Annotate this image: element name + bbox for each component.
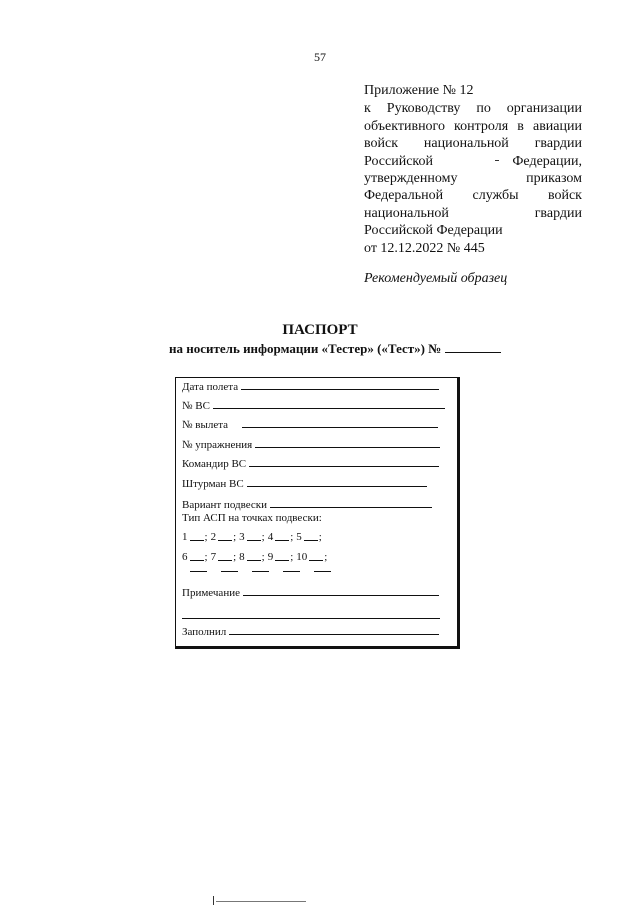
appendix-word: утвержденному: [364, 171, 458, 187]
suspension-variant-label: Вариант подвески: [182, 499, 267, 511]
note-field: [182, 587, 439, 599]
appendix-word: авиации: [532, 118, 582, 134]
suspension-variant-field: [182, 499, 432, 511]
hardpoint-entry: [268, 531, 297, 543]
aircraft-number-label: № ВС: [182, 400, 210, 412]
form-shadow-right: [458, 377, 460, 649]
extra-hardpoints-row: [190, 571, 345, 572]
appendix-word: организации: [506, 101, 582, 117]
hardpoint-number: 5: [296, 531, 302, 543]
hardpoint-entry: [296, 551, 330, 563]
hardpoint-separator: ;: [204, 551, 208, 563]
hardpoints-row-2: [182, 551, 330, 563]
appendix-word: гвардии: [534, 205, 582, 221]
extra-hardpoint-blank: [252, 571, 269, 572]
note-line: [243, 594, 439, 596]
appendix-line-end1: Российской Федерации: [364, 223, 503, 239]
appendix-body: [364, 100, 582, 222]
aircraft-number-field: [182, 400, 445, 412]
note-label: Примечание: [182, 587, 240, 599]
navigator-label: Штурман ВС: [182, 478, 244, 490]
hardpoint-separator: ;: [290, 531, 294, 543]
hardpoint-blank: [218, 540, 232, 541]
hardpoint-separator: ;: [233, 551, 237, 563]
flight-date-line: [241, 388, 439, 390]
hardpoint-entry: [268, 551, 297, 563]
appendix-word: контроля: [454, 118, 509, 134]
hardpoint-number: 6: [182, 551, 188, 563]
extra-hardpoint-blank: [314, 571, 331, 572]
hardpoint-separator: ;: [324, 551, 328, 563]
hardpoint-separator: ;: [233, 531, 237, 543]
appendix-line: [364, 205, 582, 222]
appendix-line: [364, 118, 582, 135]
extra-hardpoint-blank: [190, 571, 207, 572]
hardpoint-blank: [190, 560, 204, 561]
appendix-line-end2: от 12.12.2022 № 445: [364, 240, 485, 256]
commander-field: [182, 458, 439, 470]
hardpoint-blank: [247, 540, 261, 541]
hardpoint-number: 7: [210, 551, 217, 563]
asp-type-label: Тип АСП на точках подвески:: [182, 512, 322, 524]
flight-date-field: [182, 381, 439, 393]
appendix-word: приказом: [526, 171, 582, 187]
appendix-word: гвардии: [534, 136, 582, 152]
hardpoint-number: 8: [239, 551, 245, 563]
hardpoint-number: 2: [210, 531, 217, 543]
exercise-number-line: [255, 446, 440, 448]
appendix-line: [364, 187, 582, 204]
appendix-word: Федерации,: [512, 153, 582, 169]
hardpoint-separator: ;: [261, 551, 265, 563]
hardpoint-entry: [211, 531, 240, 543]
hardpoint-number: 3: [239, 531, 245, 543]
appendix-word: в: [517, 118, 524, 134]
commander-label: Командир ВС: [182, 458, 247, 470]
appendix-word: Российской: [364, 153, 433, 169]
hardpoint-blank: [218, 560, 232, 561]
hardpoint-blank: [275, 560, 289, 561]
sortie-number-line: [242, 426, 438, 428]
hardpoint-separator: ;: [261, 531, 265, 543]
hardpoint-separator: ;: [318, 531, 322, 543]
appendix-word: службы: [472, 188, 519, 204]
hardpoint-blank: [190, 540, 204, 541]
hardpoint-number: 10: [296, 551, 308, 563]
hardpoint-entry: [182, 551, 211, 563]
hardpoint-separator: ;: [290, 551, 294, 563]
document-subtitle: [169, 341, 501, 357]
appendix-line: [364, 100, 582, 117]
flight-date-label: Дата полета: [182, 381, 239, 393]
appendix-word: войск: [364, 136, 399, 152]
navigator-line: [247, 485, 427, 487]
appendix-word: объективного: [364, 118, 445, 134]
hardpoint-number: 4: [267, 531, 274, 543]
recommended-sample-label: Рекомендуемый образец: [364, 271, 508, 286]
extra-hardpoint-blank: [283, 571, 300, 572]
filled-by-label: Заполнил: [182, 626, 227, 638]
appendix-word: национальной: [364, 205, 449, 221]
document-subtitle-text: на носитель информации «Тестер» («Тест») №: [169, 341, 442, 356]
exercise-number-label: № упражнения: [182, 439, 253, 451]
document-title: ПАСПОРТ: [282, 322, 358, 338]
hardpoint-number: 9: [267, 551, 274, 563]
sortie-number-label: № вылета: [182, 419, 229, 431]
appendix-line: [364, 135, 582, 152]
hardpoint-blank: [309, 560, 323, 561]
hardpoint-entry: [182, 531, 211, 543]
scan-edge-mark: [213, 896, 214, 905]
exercise-number-field: [182, 439, 440, 451]
page-number: 57: [314, 50, 326, 64]
hardpoint-entry: [239, 551, 268, 563]
commander-line: [249, 465, 439, 467]
hardpoint-blank: [247, 560, 261, 561]
suspension-variant-line: [270, 506, 432, 508]
navigator-field: [182, 478, 427, 490]
hardpoints-row-1: [182, 531, 325, 543]
appendix-word: Федеральной: [364, 188, 444, 204]
passport-form: [175, 377, 458, 647]
appendix-header: [364, 82, 582, 257]
appendix-word: к: [364, 101, 371, 117]
extra-hardpoint-blank: [221, 571, 238, 572]
appendix-word: войск: [547, 188, 582, 204]
form-shadow-bottom: [175, 647, 460, 649]
appendix-word: Руководству: [386, 101, 461, 117]
hardpoint-entry: [211, 551, 240, 563]
appendix-word: национальной: [423, 136, 509, 152]
appendix-word: по: [476, 101, 491, 117]
filled-by-field: [182, 626, 439, 638]
scan-speck: [495, 160, 499, 161]
sortie-number-field: [182, 419, 438, 431]
filled-by-line: [229, 633, 439, 635]
hardpoint-separator: ;: [204, 531, 208, 543]
appendix-title: Приложение № 12: [364, 83, 474, 98]
note-continuation-line: [182, 618, 440, 619]
appendix-line: [364, 153, 582, 170]
scan-edge-line: [216, 901, 306, 902]
hardpoint-entry: [296, 531, 325, 543]
hardpoint-number: 1: [182, 531, 188, 543]
aircraft-number-line: [213, 407, 445, 409]
passport-number-blank: [445, 352, 501, 353]
hardpoint-blank: [275, 540, 289, 541]
hardpoint-blank: [304, 540, 318, 541]
hardpoint-entry: [239, 531, 268, 543]
appendix-line: [364, 170, 582, 187]
